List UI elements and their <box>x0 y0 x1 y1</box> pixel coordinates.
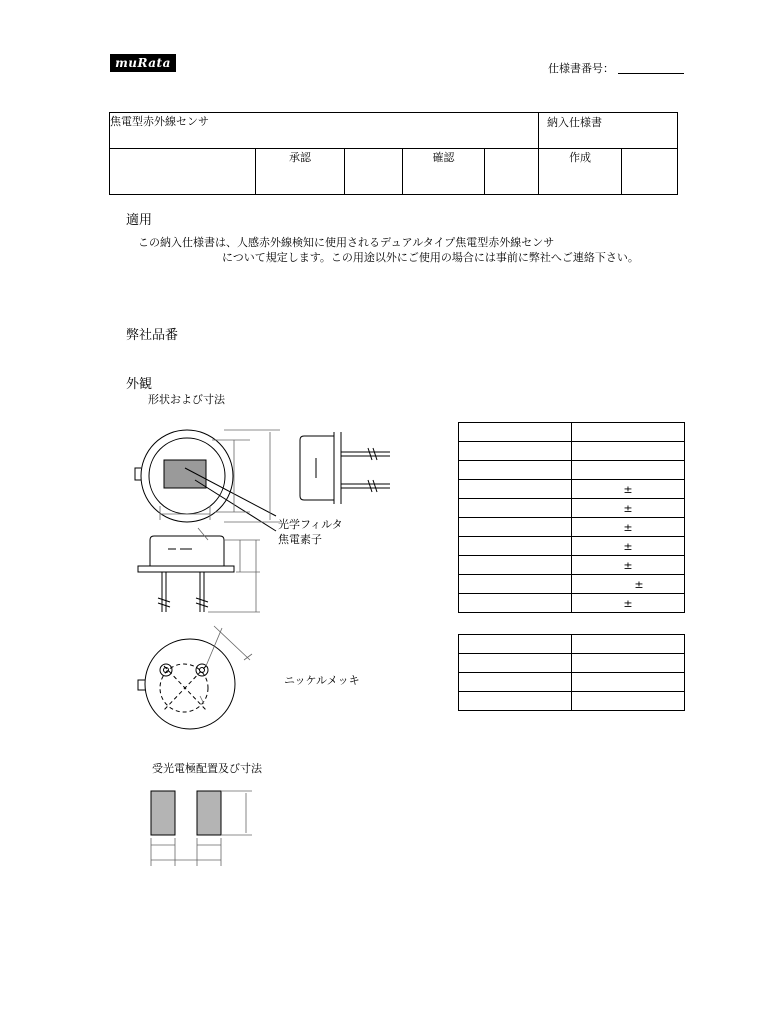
table-cell <box>459 537 572 556</box>
table-row <box>459 635 685 654</box>
table-cell <box>572 692 685 711</box>
document-title: 納入仕様書 <box>539 113 678 149</box>
prepared-label: 作成 <box>539 149 622 195</box>
table-cell <box>572 442 685 461</box>
shape-dimensions-subheading: 形状および寸法 <box>148 393 225 406</box>
table-row <box>459 423 685 442</box>
table-cell <box>572 423 685 442</box>
table-row <box>459 673 685 692</box>
pyro-element-label: 焦電素子 <box>278 533 322 546</box>
table-row <box>459 461 685 480</box>
table-cell <box>572 461 685 480</box>
dimension-table <box>458 422 685 613</box>
table-row <box>459 442 685 461</box>
table-cell <box>459 518 572 537</box>
table-row <box>459 654 685 673</box>
murata-logo: muRata <box>110 54 176 72</box>
spec-number-label: 仕様書番号： <box>548 62 614 75</box>
table-cell <box>459 461 572 480</box>
table-row <box>459 480 685 499</box>
table-cell: ± <box>572 556 685 575</box>
table-cell <box>459 654 572 673</box>
material-table <box>458 634 685 711</box>
table-cell: ± <box>572 480 685 499</box>
table-cell: ± <box>572 575 685 594</box>
table-cell <box>459 423 572 442</box>
table-cell: ± <box>572 594 685 613</box>
application-line-1: この納入仕様書は、人感赤外線検知に使用されるデュアルタイプ焦電型赤外線センサ <box>138 236 555 249</box>
table-cell <box>459 556 572 575</box>
approval-label: 承認 <box>256 149 345 195</box>
table-cell <box>459 480 572 499</box>
table-row <box>459 556 685 575</box>
table-cell <box>459 673 572 692</box>
table-cell <box>572 635 685 654</box>
table-cell <box>459 635 572 654</box>
table-cell: ± <box>572 499 685 518</box>
check-label: 確認 <box>403 149 485 195</box>
table-row <box>459 692 685 711</box>
table-row <box>459 499 685 518</box>
table-row <box>459 537 685 556</box>
table-cell <box>459 499 572 518</box>
table-cell <box>572 673 685 692</box>
table-row <box>459 518 685 537</box>
table-row <box>459 575 685 594</box>
product-title: 焦電型赤外線センサ <box>110 113 539 149</box>
application-line-2: について規定します。この用途以外にご使用の場合には事前に弊社へご連絡下さい。 <box>222 251 639 264</box>
appearance-heading: 外観 <box>126 377 153 392</box>
electrode-layout-heading: 受光電極配置及び寸法 <box>152 762 262 775</box>
table-cell <box>459 692 572 711</box>
part-number-heading: 弊社品番 <box>126 328 179 343</box>
nickel-plating-label: ニッケルメッキ <box>284 674 360 687</box>
table-cell <box>459 594 572 613</box>
table-cell <box>459 442 572 461</box>
table-row <box>459 594 685 613</box>
optical-filter-label: 光学フィルタ <box>278 518 343 531</box>
table-cell: ± <box>572 518 685 537</box>
table-cell: ± <box>572 537 685 556</box>
application-heading: 適用 <box>126 213 153 228</box>
table-cell <box>459 575 572 594</box>
table-cell <box>572 654 685 673</box>
